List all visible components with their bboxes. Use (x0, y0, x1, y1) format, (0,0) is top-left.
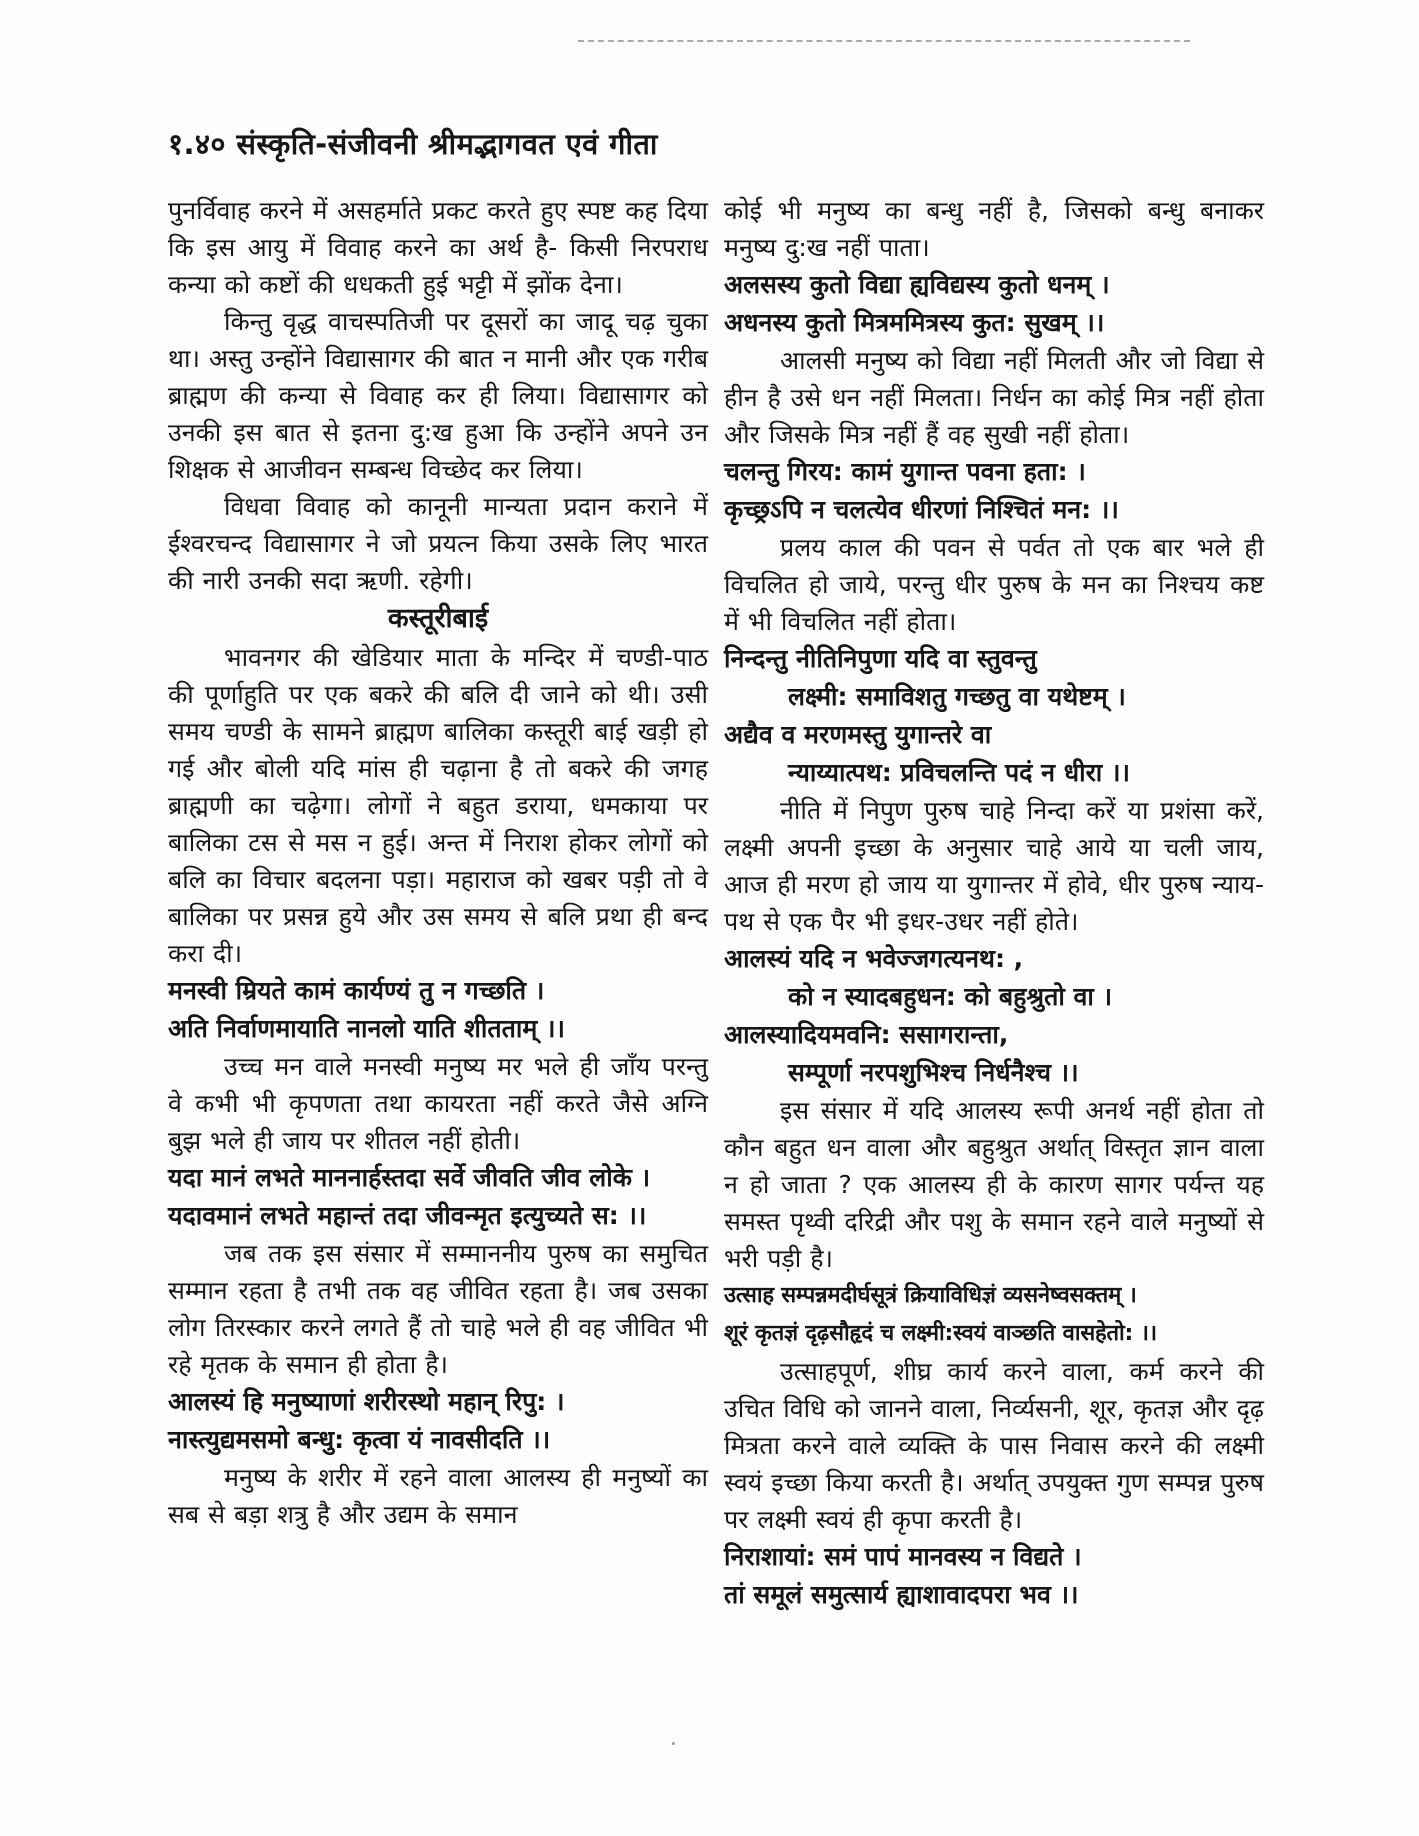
scan-artifact-dashed-line (578, 40, 1190, 42)
verse-line: आलस्यं हि मनुष्याणां शरीरस्थो महान् रिपु: । (168, 1387, 565, 1416)
verse-line: आलस्यं यदि न भवेज्जगत्यनथ: , (724, 944, 1024, 973)
text-columns (168, 192, 1264, 1614)
verse-line: लक्ष्मी: समाविशतु गच्छतु वा यथेष्टम् । (788, 682, 1126, 711)
paragraph: मनुष्य के शरीर में रहने वाला आलस्य ही मनुष्यों का सब से बड़ा शत्रु है और उद्यम के समान (168, 1463, 708, 1529)
sanskrit-verse (724, 640, 1264, 792)
paragraph: प्रलय काल की पवन से पर्वत तो एक बार भले ही विचलित हो जाये, परन्तु धीर पुरुष के मन का निश्चय कष्ट में भी विचलित नहीं होता। (724, 533, 1264, 636)
sanskrit-verse (724, 266, 1264, 342)
paragraph: किन्तु वृद्ध वाचस्पतिजी पर दूसरों का जादू चढ़ चुका था। अस्तु उन्होंने विद्यासागर की बात न मानी और एक गरीब ब्राह्मण की कन्या से विवाह कर ही लिया। विद्यासागर को उनकी इस बात से इतना दु:ख हुआ कि उन्होंने अपने उन शिक्षक से आजीवन सम्बन्ध विच्छेद कर लिया। (168, 307, 708, 484)
verse-line: अधनस्य कुतो मित्रममित्रस्य कुत: सुखम् ।। (724, 308, 1105, 337)
verse-line: निन्दन्तु नीतिनिपुणा यदि वा स्तुवन्तु (724, 644, 1037, 673)
paragraph: उच्च मन वाले मनस्वी मनुष्य मर भले ही जाँय परन्तु वे कभी भी कृपणता तथा कायरता नहीं करते जैसे अग्नि बुझ भले ही जाय पर शीतल नहीं होती। (168, 1052, 708, 1155)
page-header: १.४० संस्कृति-संजीवनी श्रीमद्भागवत एवं गीता (168, 127, 658, 161)
verse-line: मनस्वी म्रियते कामं कार्यण्यं तु न गच्छति । (168, 976, 545, 1005)
section-heading: कस्तूरीबाई (387, 603, 489, 634)
sanskrit-verse (724, 1538, 1264, 1614)
sanskrit-verse (724, 940, 1264, 1092)
verse-line: निराशायां: समं पापं मानवस्य न विद्यते । (724, 1542, 1082, 1571)
sanskrit-verse (168, 1383, 708, 1459)
verse-line: अद्यैव व मरणमस्तु युगान्तरे वा (724, 720, 992, 749)
verse-line: अति निर्वाणमायाति नानलो याति शीतताम् ।। (168, 1014, 565, 1043)
verse-line: कृच्छ्रऽपि न चलत्येव धीरणां निश्चितं मन: ।। (724, 495, 1119, 524)
verse-line: तां समूलं समुत्सार्य ह्याशावादपरा भव ।। (724, 1580, 1079, 1609)
paragraph: पुनर्विवाह करने में असहर्माते प्रकट करते हुए स्पष्ट कह दिया कि इस आयु में विवाह करने का अर्थ है- किसी निरपराध कन्या को कष्टों की धधकती हुई भट्टी में झोंक देना। (168, 196, 708, 299)
verse-line: सम्पूर्णा नरपशुभिश्च निर्धनैश्च ।। (788, 1058, 1079, 1087)
verse-line: चलन्तु गिरय: कामं युगान्त पवना हता: । (724, 457, 1086, 486)
right-column (724, 192, 1264, 1614)
paragraph: इस संसार में यदि आलस्य रूपी अनर्थ नहीं होता तो कौन बहुत धन वाला और बहुश्रुत अर्थात् विस्तृत ज्ञान वाला न हो जाता ? एक आलस्य ही के कारण सागर पर्यन्त यह समस्त पृथ्वी दरिद्री और पशु के समान रहने वाले मनुष्यों से भरी पड़ी है। (724, 1096, 1264, 1273)
sanskrit-verse (724, 453, 1264, 529)
left-column (168, 192, 708, 1614)
verse-line: अलसस्य कुतो विद्या ह्यविद्यस्य कुतो धनम् । (724, 270, 1110, 299)
paragraph: आलसी मनुष्य को विद्या नहीं मिलती और जो विद्या से हीन है उसे धन नहीं मिलता। निर्धन का कोई मित्र नहीं होता और जिसके मित्र नहीं हैं वह सुखी नहीं होता। (724, 346, 1264, 449)
verse-line: को न स्यादबहुधन: को बहुश्रुतो वा । (788, 982, 1113, 1011)
paragraph: भावनगर की खेडियार माता के मन्दिर में चण्डी-पाठ की पूर्णाहुति पर एक बकरे की बलि दी जाने को थी। उसी समय चण्डी के सामने ब्राह्मण बालिका कस्तूरी बाई खड़ी हो गई और बोली यदि मांस ही चढ़ाना है तो बकरे की जगह ब्राह्मणी का चढ़ेगा। लोगों ने बहुत डराया, धमकाया पर बालिका टस से मस न हुई। अन्त में निराश होकर लोगों को बलि का विचार बदलना पड़ा। महाराज को खबर पड़ी तो वे बालिका पर प्रसन्न हुये और उस समय से बलि प्रथा ही बन्द करा दी। (168, 643, 708, 968)
sanskrit-verse (168, 1159, 708, 1235)
verse-line: नास्त्युद्यमसमो बन्धु: कृत्वा यं नावसीदति ।। (168, 1425, 551, 1454)
sanskrit-verse (168, 972, 708, 1048)
verse-line: यदावमानं लभते महान्तं तदा जीवन्मृत इत्युच्यते स: ।। (168, 1201, 647, 1230)
paragraph: जब तक इस संसार में सम्माननीय पुरुष का समुचित सम्मान रहता है तभी तक वह जीवित रहता है। जब उसका लोग तिरस्कार करने लगते हैं तो चाहे भले ही वह जीवित भी रहे मृतक के समान ही होता है। (168, 1239, 708, 1379)
verse-line: न्याय्यात्पथ: प्रविचलन्ति पदं न धीरा ।। (788, 758, 1130, 787)
verse-line: उत्साह सम्पन्नमदीर्घसूत्रं क्रियाविधिज्ञं व्यसनेष्वसक्तम् । (724, 1283, 1137, 1308)
paragraph: नीति में निपुण पुरुष चाहे निन्दा करें या प्रशंसा करें, लक्ष्मी अपनी इच्छा के अनुसार चाहे आये या चली जाय, आज ही मरण हो जाय या युगान्तर में होवे, धीर पुरुष न्याय-पथ से एक पैर भी इधर-उधर नहीं होते। (724, 796, 1264, 936)
paragraph: उत्साहपूर्ण, शीघ्र कार्य करने वाला, कर्म करने की उचित विधि को जानने वाला, निर्व्यसनी, शूर, कृतज्ञ और दृढ़ मित्रता करने वाले व्यक्ति के पास निवास करने की लक्ष्मी स्वयं इच्छा किया करती है। अर्थात् उपयुक्त गुण सम्पन्न पुरुष पर लक्ष्मी स्वयं ही कृपा करती है। (724, 1357, 1264, 1534)
verse-line: शूरं कृतज्ञं दृढ़सौहृदं च लक्ष्मी:स्वयं वाञ्छति वासहेतो: ।। (724, 1321, 1157, 1346)
sanskrit-verse (724, 1277, 1264, 1353)
paragraph: विधवा विवाह को कानूनी मान्यता प्रदान कराने में ईश्वरचन्द विद्यासागर ने जो प्रयत्न किया उसके लिए भारत की नारी उनकी सदा ऋणी. रहेगी। (168, 492, 708, 595)
verse-line: यदा मानं लभते माननार्हस्तदा सर्वे जीवति जीव लोके । (168, 1163, 651, 1192)
scan-artifact-dot (672, 1742, 675, 1745)
verse-line: आलस्यादियमवनि: ससागरान्ता, (724, 1020, 1009, 1049)
paragraph: कोई भी मनुष्य का बन्धु नहीं है, जिसको बन्धु बनाकर मनुष्य दु:ख नहीं पाता। (724, 196, 1264, 262)
